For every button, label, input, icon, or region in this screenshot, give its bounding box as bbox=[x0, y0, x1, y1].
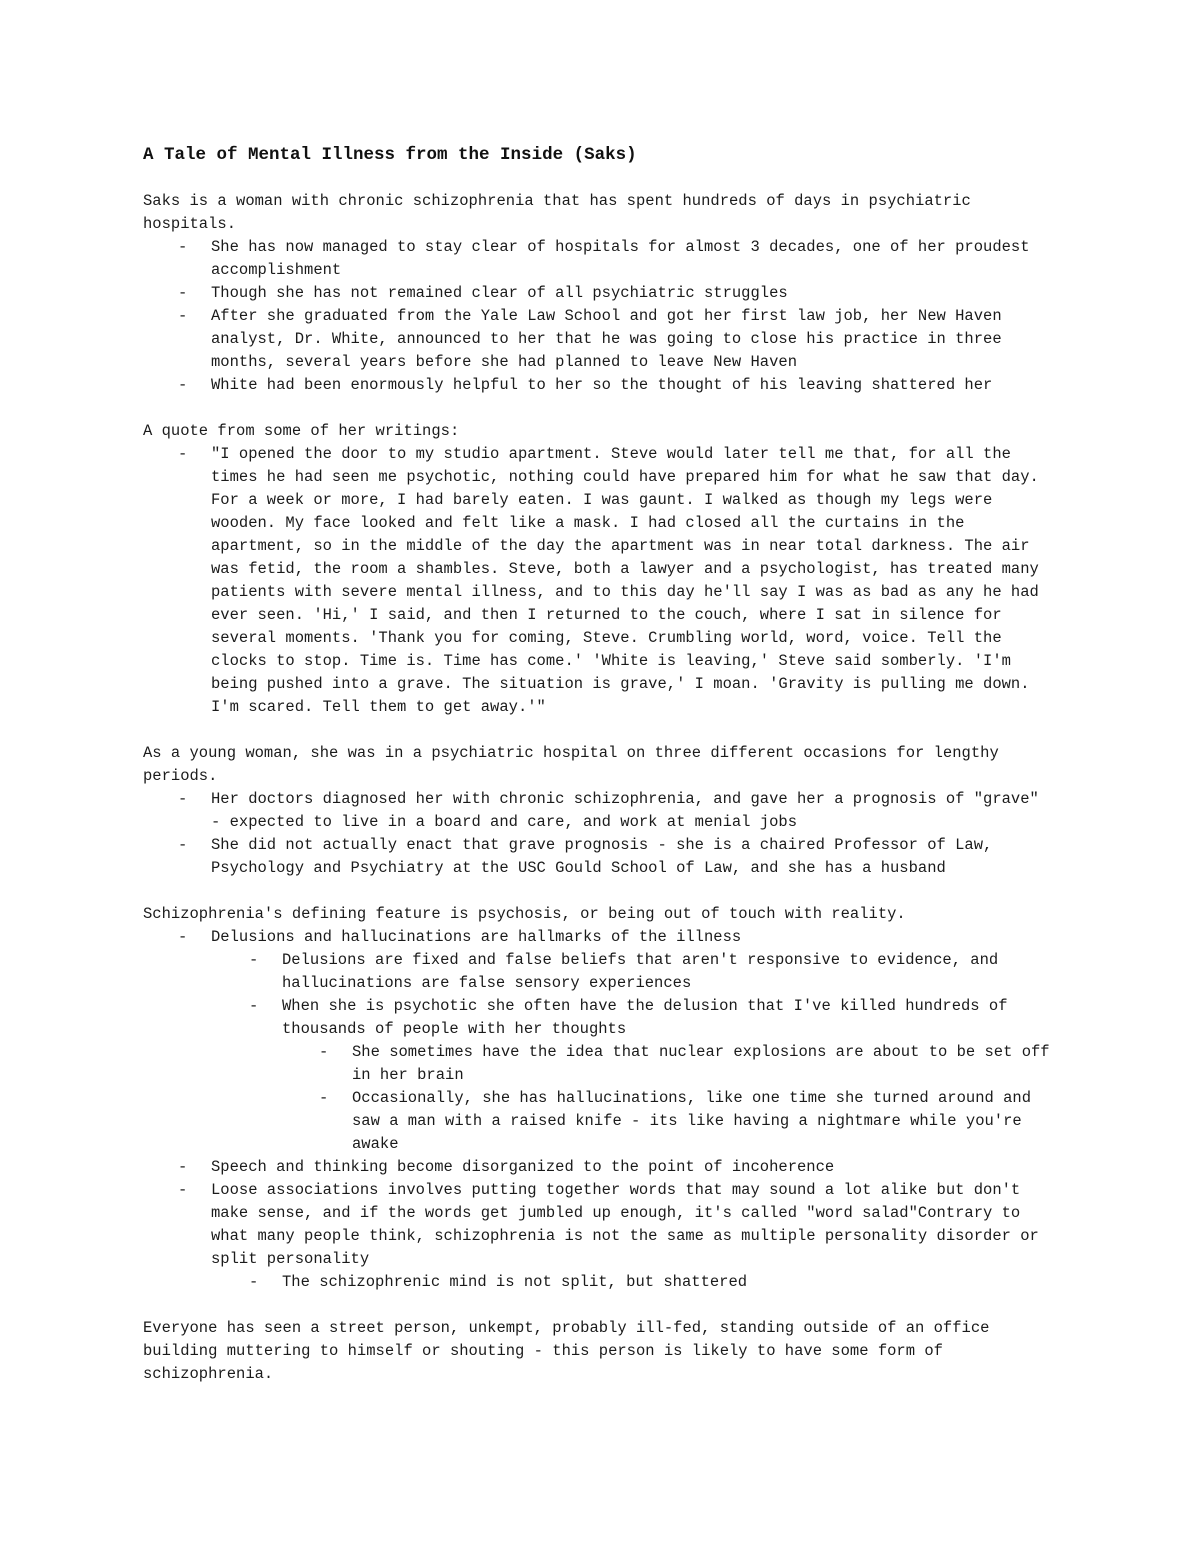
list-item-text: When she is psychotic she often have the delusion that I've killed hundreds of thousands of people with her thoughts bbox=[282, 997, 1008, 1038]
bullet-list bbox=[143, 236, 1055, 397]
list-item bbox=[249, 1271, 1055, 1294]
list-item-text: Occasionally, she has hallucinations, like one time she turned around and saw a man with a raised knife - its like having a nightmare while you're awake bbox=[352, 1089, 1032, 1153]
bullet-list bbox=[143, 443, 1055, 719]
paragraph: A quote from some of her writings: bbox=[143, 422, 460, 440]
list-item bbox=[178, 834, 1055, 880]
list-item-text: The schizophrenic mind is not split, but shattered bbox=[282, 1273, 748, 1291]
list-item-text: "I opened the door to my studio apartment. Steve would later tell me that, for all the times he had seen me psychotic, nothing could have prepared him for what he saw that day. For a week or more, I had barely eaten. I was gaunt. I walked as though my legs were wooden. My face looked and felt like a mask. I had closed all the curtains in the apartment, so in the middle of the day the apartment was in near total darkness. The air was fetid, the room a shambles. Steve, both a lawyer and a psychologist, has treated many patients with severe mental illness, and to this day he'll say I was as bad as any he had ever seen. 'Hi,' I said, and then I returned to the couch, where I sat in silence for several moments. 'Thank you for coming, Steve. Crumbling world, word, voice. Tell the clocks to stop. Time is. Time has come.' 'White is leaving,' Steve said somberly. 'I'm being pushed into a grave. The situation is grave,' I moan. 'Gravity is pulling me down. I'm scared. Tell them to get away.'" bbox=[211, 445, 1039, 716]
list-item bbox=[178, 374, 1055, 397]
bullet-list bbox=[143, 926, 1055, 1294]
list-item bbox=[178, 926, 1055, 949]
bullet-dash-icon: - bbox=[178, 307, 188, 325]
paragraph: Schizophrenia's defining feature is psychosis, or being out of touch with reality. bbox=[143, 905, 906, 923]
bullet-dash-icon: - bbox=[178, 790, 188, 808]
bullet-dash-icon: - bbox=[319, 1089, 329, 1107]
bullet-dash-icon: - bbox=[178, 928, 188, 946]
list-item-text: Speech and thinking become disorganized to the point of incoherence bbox=[211, 1158, 835, 1176]
bullet-dash-icon: - bbox=[178, 1158, 188, 1176]
list-item bbox=[178, 305, 1055, 374]
bullet-dash-icon: - bbox=[249, 1273, 259, 1291]
list-item-text: Her doctors diagnosed her with chronic schizophrenia, and gave her a prognosis of "grave" - expected to live in a board and care, and work at menial jobs bbox=[211, 790, 1039, 831]
bullet-dash-icon: - bbox=[249, 997, 259, 1015]
bullet-dash-icon: - bbox=[178, 238, 188, 256]
list-item-text: She has now managed to stay clear of hospitals for almost 3 decades, one of her proudest accomplishment bbox=[211, 238, 1030, 279]
document-body bbox=[143, 190, 1055, 1386]
bullet-dash-icon: - bbox=[178, 1181, 188, 1199]
list-item bbox=[178, 788, 1055, 834]
paragraph: Everyone has seen a street person, unkempt, probably ill-fed, standing outside of an office building muttering to himself or shouting - this person is likely to have some form of schizophrenia. bbox=[143, 1319, 990, 1383]
bullet-dash-icon: - bbox=[178, 836, 188, 854]
list-item-text: After she graduated from the Yale Law School and got her first law job, her New Haven analyst, Dr. White, announced to her that he was going to close his practice in three months, several years before she had planned to leave New Haven bbox=[211, 307, 1002, 371]
list-item bbox=[178, 236, 1055, 282]
bullet-list bbox=[143, 788, 1055, 880]
list-item bbox=[178, 443, 1055, 719]
list-item-text: Delusions are fixed and false beliefs that aren't responsive to evidence, and hallucinations are false sensory experiences bbox=[282, 951, 999, 992]
list-item bbox=[178, 1179, 1055, 1271]
list-item-text: White had been enormously helpful to her so the thought of his leaving shattered her bbox=[211, 376, 993, 394]
list-item-text: Though she has not remained clear of all psychiatric struggles bbox=[211, 284, 788, 302]
bullet-dash-icon: - bbox=[249, 951, 259, 969]
bullet-dash-icon: - bbox=[178, 284, 188, 302]
list-item bbox=[249, 995, 1055, 1041]
page-title: A Tale of Mental Illness from the Inside (Saks) bbox=[143, 145, 637, 165]
bullet-dash-icon: - bbox=[178, 445, 188, 463]
list-item bbox=[249, 949, 1055, 995]
list-item-text: Delusions and hallucinations are hallmarks of the illness bbox=[211, 928, 742, 946]
list-item-text: She did not actually enact that grave prognosis - she is a chaired Professor of Law, Psychology and Psychiatry at the USC Gould School of Law, and she has a husband bbox=[211, 836, 993, 877]
list-item bbox=[319, 1041, 1055, 1087]
list-item bbox=[178, 282, 1055, 305]
list-item-text: Loose associations involves putting together words that may sound a lot alike but don't make sense, and if the words get jumbled up enough, it's called "word salad"Contrary to what many people think, schizophrenia is not the same as multiple personality disorder or split personality bbox=[211, 1181, 1039, 1268]
list-item-text: She sometimes have the idea that nuclear explosions are about to be set off in her brain bbox=[352, 1043, 1050, 1084]
paragraph: As a young woman, she was in a psychiatric hospital on three different occasions for lengthy periods. bbox=[143, 744, 999, 785]
paragraph: Saks is a woman with chronic schizophrenia that has spent hundreds of days in psychiatric hospitals. bbox=[143, 192, 971, 233]
list-item bbox=[178, 1156, 1055, 1179]
list-item bbox=[319, 1087, 1055, 1156]
bullet-dash-icon: - bbox=[178, 376, 188, 394]
bullet-dash-icon: - bbox=[319, 1043, 329, 1061]
